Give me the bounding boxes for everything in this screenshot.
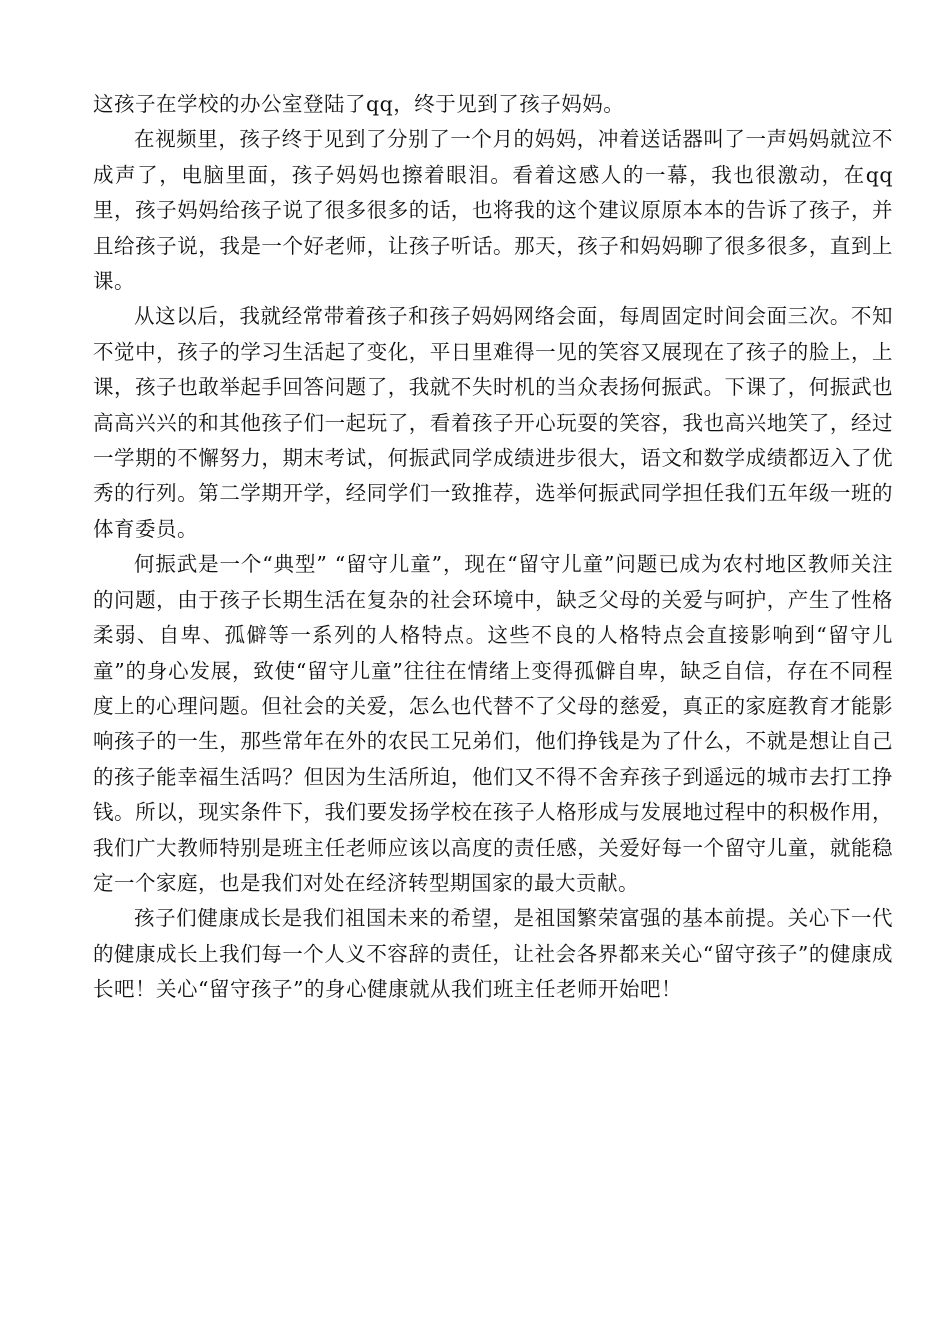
- paragraph-1: 这孩子在学校的办公室登陆了qq，终于见到了孩子妈妈。: [93, 92, 625, 116]
- paragraph-3: 从这以后，我就经常带着孩子和孩子妈妈网络会面，每周固定时间会面三次。不知不觉中，孩子的学习生活起了变化，平日里难得一见的笑容又展现在了孩子的脸上，上课，孩子也敢举起手回答问题了，我就不失时机的当众表扬何振武。下课了，何振武也高高兴兴的和其他孩子们一起玩了，看着孩子开心玩耍的笑容，我也高兴地笑了，经过一学期的不懈努力，期末考试，何振武同学成绩进步很大，语文和数学成绩都迈入了优秀的行列。第二学期开学，经同学们一致推荐，选举何振武同学担任我们五年级一班的体育委员。: [93, 304, 893, 541]
- paragraph-2: 在视频里，孩子终于见到了分别了一个月的妈妈，冲着送话器叫了一声妈妈就泣不成声了，电脑里面，孩子妈妈也擦着眼泪。看着这感人的一幕，我也很激动，在qq里，孩子妈妈给孩子说了很多很多的话，也将我的这个建议原原本本的告诉了孩子，并且给孩子说，我是一个好老师，让孩子听话。那天，孩子和妈妈聊了很多很多，直到上课。: [93, 127, 893, 294]
- paragraph-5: 孩子们健康成长是我们祖国未来的希望，是祖国繁荣富强的基本前提。关心下一代的健康成长上我们每一个人义不容辞的责任，让社会各界都来关心“留守孩子”的健康成长吧！关心“留守孩子”的身心健康就从我们班主任老师开始吧！: [93, 906, 893, 1002]
- paragraph-4: 何振武是一个“典型” “留守儿童”，现在“留守儿童”问题已成为农村地区教师关注的问题，由于孩子长期生活在复杂的社会环境中，缺乏父母的关爱与呵护，产生了性格柔弱、自卑、孤僻等一系列的人格特点。这些不良的人格特点会直接影响到“留守儿童”的身心发展，致使“留守儿童”往往在情绪上变得孤僻自卑，缺乏自信，存在不同程度上的心理问题。但社会的关爱，怎么也代替不了父母的慈爱，真正的家庭教育才能影响孩子的一生，那些常年在外的农民工兄弟们，他们挣钱是为了什么，不就是想让自己的孩子能幸福生活吗？但因为生活所迫，他们又不得不舍弃孩子到遥远的城市去打工挣钱。所以，现实条件下，我们要发扬学校在孩子人格形成与发展地过程中的积极作用，我们广大教师特别是班主任老师应该以高度的责任感，关爱好每一个留守儿童，就能稳定一个家庭，也是我们对处在经济转型期国家的最大贡献。: [93, 552, 893, 895]
- body-text: [93, 87, 893, 1008]
